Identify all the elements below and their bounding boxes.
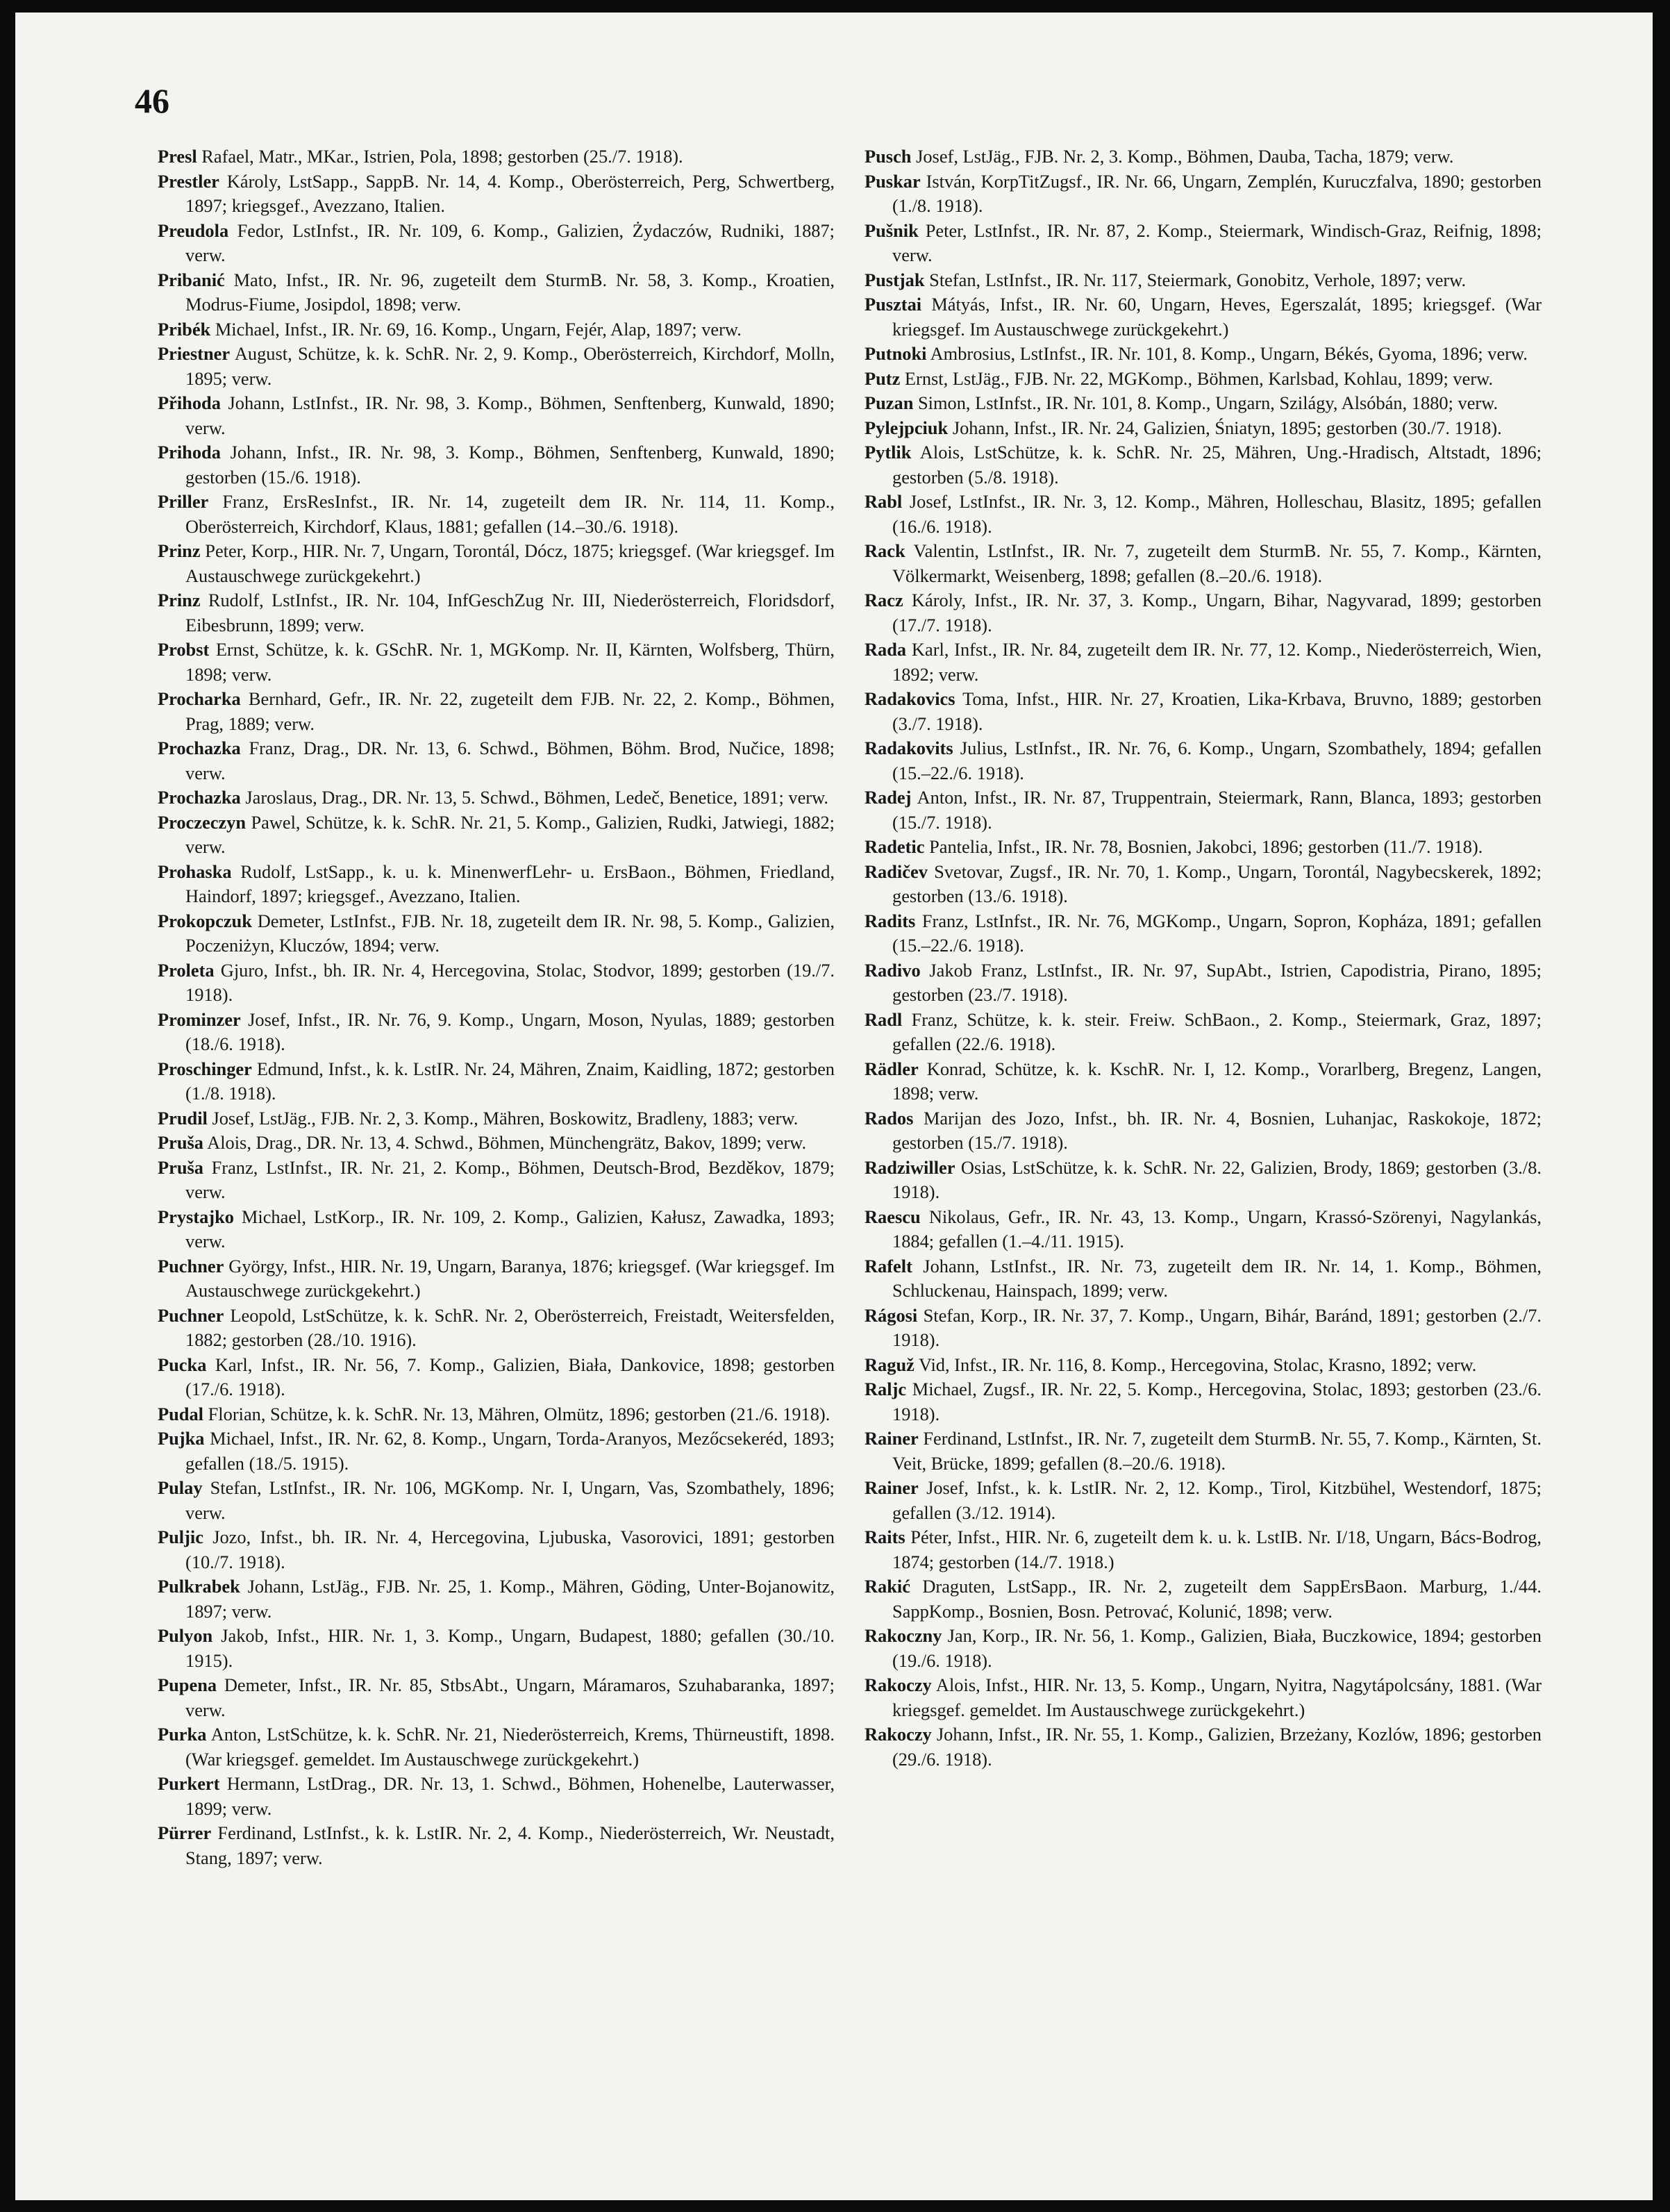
- entry-details: Josef, LstInfst., IR. Nr. 3, 12. Komp., Mähren, Holleschau, Blasitz, 1895; gefallen (16./6. 1918).: [892, 491, 1542, 537]
- entry-details: Pawel, Schütze, k. k. SchR. Nr. 21, 5. Komp., Galizien, Rudki, Jatwiegi, 1882; verw.: [185, 811, 835, 857]
- entry-surname: Rakić: [865, 1576, 910, 1597]
- list-entry: [158, 1353, 835, 1402]
- list-entry: [865, 1205, 1542, 1254]
- list-entry: [865, 1722, 1542, 1772]
- entry-surname: Puchner: [158, 1255, 224, 1277]
- entry-details: Stefan, Korp., IR. Nr. 37, 7. Komp., Ungarn, Bihár, Baránd, 1891; gestorben (2./7. 1918).: [892, 1304, 1542, 1350]
- entry-details: Károly, LstSapp., SappB. Nr. 14, 4. Komp., Oberösterreich, Perg, Schwertberg, 1897; kriegsgef., Avezzano, Italien.: [185, 170, 835, 216]
- list-entry: [865, 1304, 1542, 1353]
- entry-surname: Přihoda: [158, 392, 221, 413]
- entry-surname: Radziwiller: [865, 1156, 955, 1178]
- entry-details: Jakob, Infst., HIR. Nr. 1, 3. Komp., Ungarn, Budapest, 1880; gefallen (30./10. 1915).: [185, 1625, 835, 1671]
- entry-details: Leopold, LstSchütze, k. k. SchR. Nr. 2, Oberösterreich, Freistadt, Weitersfelden, 1882; gestorben (28./10. 1916).: [185, 1304, 835, 1350]
- entry-details: Josef, LstJäg., FJB. Nr. 2, 3. Komp., Mähren, Boskowitz, Bradleny, 1883; verw.: [212, 1107, 799, 1129]
- entry-details: Alois, Drag., DR. Nr. 13, 4. Schwd., Böhmen, Münchengrätz, Bakov, 1899; verw.: [207, 1132, 807, 1153]
- entry-details: Hermann, LstDrag., DR. Nr. 13, 1. Schwd., Böhmen, Hohenelbe, Lauterwasser, 1899; verw.: [185, 1773, 835, 1819]
- entry-surname: Prystajko: [158, 1206, 234, 1227]
- entry-surname: Preudola: [158, 219, 229, 241]
- entry-details: Johann, Infst., IR. Nr. 55, 1. Komp., Galizien, Brzeżany, Kozlów, 1896; gestorben (29./6. 1918).: [892, 1724, 1542, 1770]
- entry-details: Toma, Infst., HIR. Nr. 27, Kroatien, Lika-Krbava, Bruvno, 1889; gestorben (3./7. 1918).: [892, 688, 1542, 734]
- list-entry: [865, 1008, 1542, 1057]
- entry-surname: Radl: [865, 1008, 903, 1030]
- list-entry: [865, 342, 1542, 367]
- entry-surname: Purka: [158, 1724, 207, 1745]
- entry-surname: Prinz: [158, 540, 201, 561]
- entry-details: Franz, LstInfst., IR. Nr. 76, MGKomp., Ungarn, Sopron, Kopháza, 1891; gefallen (15.–22./6. 1918).: [892, 910, 1542, 956]
- list-entry: [158, 1131, 835, 1156]
- list-entry: [865, 1057, 1542, 1106]
- entry-details: Karl, Infst., IR. Nr. 56, 7. Komp., Galizien, Biała, Dankovice, 1898; gestorben (17./6. 1918).: [185, 1354, 835, 1399]
- entry-surname: Prochazka: [158, 738, 241, 758]
- entry-surname: Pustjak: [865, 269, 925, 290]
- entry-details: Vid, Infst., IR. Nr. 116, 8. Komp., Hercegovina, Stolac, Krasno, 1892; verw.: [918, 1354, 1477, 1375]
- entry-details: Konrad, Schütze, k. k. KschR. Nr. I, 12. Komp., Vorarlberg, Bregenz, Langen, 1898; verw.: [892, 1058, 1542, 1104]
- list-entry: [158, 1254, 835, 1304]
- list-entry: [865, 440, 1542, 490]
- entry-details: Alois, LstSchütze, k. k. SchR. Nr. 25, Mähren, Ung.-Hradisch, Altstadt, 1896; gestorben (5./8. 1918).: [892, 442, 1542, 488]
- entry-surname: Rabl: [865, 491, 903, 512]
- entry-details: Stefan, LstInfst., IR. Nr. 106, MGKomp. Nr. I, Ungarn, Vas, Szombathely, 1896; verw.: [185, 1477, 835, 1523]
- left-column: [158, 144, 835, 1870]
- entry-details: Michael, Infst., IR. Nr. 62, 8. Komp., Ungarn, Torda-Aranyos, Mezőcsekeréd, 1893; gefallen (18./5. 1915).: [185, 1428, 835, 1474]
- entry-surname: Procharka: [158, 688, 241, 709]
- document-page: [15, 13, 1653, 2200]
- entry-details: Svetovar, Zugsf., IR. Nr. 70, 1. Komp., Ungarn, Torontál, Nagybecskerek, 1892; gestorben (13./6. 1918).: [892, 860, 1542, 906]
- list-entry: [158, 1057, 835, 1106]
- list-entry: [158, 169, 835, 219]
- entry-details: György, Infst., HIR. Nr. 19, Ungarn, Baranya, 1876; kriegsgef. (War kriegsgef. Im Austauschwege zurückgekehrt.): [185, 1255, 835, 1301]
- entry-details: Peter, Korp., HIR. Nr. 7, Ungarn, Torontál, Dócz, 1875; kriegsgef. (War kriegsgef. Im Austauschwege zurückgekehrt.): [185, 540, 835, 586]
- entry-details: Jan, Korp., IR. Nr. 56, 1. Komp., Galizien, Biała, Buczkowice, 1894; gestorben (19./6. 1918).: [892, 1625, 1542, 1671]
- entry-surname: Rädler: [865, 1058, 919, 1079]
- entry-details: Ferdinand, LstInfst., IR. Nr. 7, zugeteilt dem SturmB. Nr. 55, 7. Komp., Kärnten, St. Veit, Brücke, 1899; gefallen (8.–20./6. 1918).: [892, 1428, 1542, 1474]
- entry-surname: Puskar: [865, 170, 921, 192]
- entry-surname: Prudil: [158, 1107, 208, 1129]
- list-entry: [158, 909, 835, 958]
- list-entry: [865, 539, 1542, 588]
- entry-surname: Pušnik: [865, 219, 919, 241]
- entry-surname: Radičev: [865, 860, 928, 882]
- entry-details: Marijan des Jozo, Infst., bh. IR. Nr. 4, Bosnien, Luhanjac, Raskokoje, 1872; gestorben (15./7. 1918).: [892, 1107, 1542, 1153]
- entry-surname: Rágosi: [865, 1304, 918, 1326]
- entry-surname: Priestner: [158, 343, 231, 364]
- list-entry: [158, 785, 835, 810]
- list-entry: [158, 490, 835, 539]
- entry-details: Ernst, Schütze, k. k. GSchR. Nr. 1, MGKomp. Nr. II, Kärnten, Wolfsberg, Thürn, 1898; verw.: [185, 639, 835, 685]
- entry-details: Draguten, LstSapp., IR. Nr. 2, zugeteilt dem SappErsBaon. Marburg, 1./44. SappKomp., Bosnien, Bosn. Petrovać, Kolunić, 1898; verw.: [892, 1576, 1542, 1622]
- entry-surname: Pudal: [158, 1403, 204, 1424]
- list-entry: [158, 219, 835, 268]
- list-entry: [158, 687, 835, 736]
- entry-surname: Puzan: [865, 392, 914, 413]
- entry-surname: Rainer: [865, 1428, 919, 1449]
- entry-surname: Puljic: [158, 1527, 203, 1547]
- entry-surname: Proschinger: [158, 1058, 252, 1079]
- entry-details: Pantelia, Infst., IR. Nr. 78, Bosnien, Jakobci, 1896; gestorben (11./7. 1918).: [929, 836, 1483, 857]
- entry-surname: Proczeczyn: [158, 811, 246, 833]
- entry-details: Josef, Infst., k. k. LstIR. Nr. 2, 12. Komp., Tirol, Kitzbühel, Westendorf, 1875; gefallen (3./12. 1914).: [892, 1477, 1542, 1523]
- entry-surname: Raljc: [865, 1379, 907, 1399]
- list-entry: [158, 736, 835, 785]
- entry-details: Ambrosius, LstInfst., IR. Nr. 101, 8. Komp., Ungarn, Békés, Gyoma, 1896; verw.: [930, 343, 1528, 364]
- entry-details: Michael, LstKorp., IR. Nr. 109, 2. Komp., Galizien, Kałusz, Zawadka, 1893; verw.: [185, 1206, 835, 1251]
- list-entry: [865, 1156, 1542, 1205]
- list-entry: [158, 1476, 835, 1525]
- list-entry: [865, 785, 1542, 835]
- list-entry: [158, 1673, 835, 1722]
- entry-details: Mátyás, Infst., IR. Nr. 60, Ungarn, Heves, Egerszalát, 1895; kriegsgef. (War kriegsgef. Im Austauschwege zurückgekehrt.): [892, 294, 1542, 340]
- entry-surname: Prestler: [158, 170, 219, 192]
- entry-surname: Rafelt: [865, 1255, 912, 1277]
- list-entry: [158, 317, 835, 342]
- entry-surname: Pribanić: [158, 269, 225, 290]
- list-entry: [865, 490, 1542, 539]
- entry-surname: Prohaska: [158, 860, 232, 882]
- entry-surname: Purkert: [158, 1773, 220, 1794]
- entry-details: Ernst, LstJäg., FJB. Nr. 22, MGKomp., Böhmen, Karlsbad, Kohlau, 1899; verw.: [904, 367, 1494, 389]
- entry-surname: Raguž: [865, 1354, 915, 1375]
- list-entry: [158, 1574, 835, 1624]
- entry-surname: Rack: [865, 540, 905, 561]
- list-entry: [865, 1574, 1542, 1624]
- entry-surname: Proleta: [158, 959, 215, 981]
- entry-surname: Presl: [158, 146, 197, 167]
- list-entry: [865, 958, 1542, 1008]
- list-entry: [865, 1106, 1542, 1156]
- list-entry: [865, 736, 1542, 785]
- list-entry: [865, 1624, 1542, 1673]
- entry-surname: Rada: [865, 639, 907, 660]
- entry-details: Josef, LstJäg., FJB. Nr. 2, 3. Komp., Böhmen, Dauba, Tacha, 1879; verw.: [916, 146, 1454, 167]
- entry-details: Michael, Zugsf., IR. Nr. 22, 5. Komp., Hercegovina, Stolac, 1893; gestorben (23./6. 1918).: [892, 1379, 1542, 1424]
- entry-details: Peter, LstInfst., IR. Nr. 87, 2. Komp., Steiermark, Windisch-Graz, Reifnig, 1898; verw.: [892, 219, 1542, 265]
- list-entry: [158, 588, 835, 638]
- entry-details: Bernhard, Gefr., IR. Nr. 22, zugeteilt dem FJB. Nr. 22, 2. Komp., Böhmen, Prag, 1889; verw.: [185, 688, 835, 734]
- entry-details: Anton, Infst., IR. Nr. 87, Truppentrain, Steiermark, Rann, Blanca, 1893; gestorben (15./7. 1918).: [892, 787, 1542, 833]
- entry-details: Johann, Infst., IR. Nr. 98, 3. Komp., Böhmen, Senftenberg, Kunwald, 1890; gestorben (15./6. 1918).: [185, 442, 835, 488]
- entry-details: Johann, LstInfst., IR. Nr. 73, zugeteilt dem IR. Nr. 14, 1. Komp., Böhmen, Schluckenau, Hainspach, 1899; verw.: [892, 1255, 1542, 1301]
- entry-details: Johann, LstJäg., FJB. Nr. 25, 1. Komp., Mähren, Göding, Unter-Bojanowitz, 1897; verw.: [185, 1576, 835, 1622]
- entry-details: Osias, LstSchütze, k. k. SchR. Nr. 22, Galizien, Brody, 1869; gestorben (3./8. 1918).: [892, 1156, 1542, 1202]
- list-entry: [865, 687, 1542, 736]
- list-entry: [865, 1525, 1542, 1574]
- list-entry: [865, 416, 1542, 441]
- list-entry: [158, 638, 835, 687]
- list-entry: [158, 391, 835, 440]
- entry-details: Demeter, LstInfst., FJB. Nr. 18, zugeteilt dem IR. Nr. 98, 5. Komp., Galizien, Poczeniżyn, Kluczów, 1894; verw.: [185, 910, 835, 956]
- entry-surname: Raescu: [865, 1206, 921, 1227]
- entry-surname: Pulkrabek: [158, 1576, 240, 1597]
- list-entry: [865, 1353, 1542, 1378]
- entry-details: Karl, Infst., IR. Nr. 84, zugeteilt dem IR. Nr. 77, 12. Komp., Niederösterreich, Wien, 1892; verw.: [892, 639, 1542, 685]
- entry-surname: Prihoda: [158, 442, 221, 463]
- entry-surname: Radakovics: [865, 688, 955, 709]
- entry-surname: Radivo: [865, 959, 921, 981]
- entry-surname: Radetic: [865, 836, 925, 857]
- list-entry: [865, 588, 1542, 638]
- list-entry: [865, 1427, 1542, 1476]
- list-entry: [865, 860, 1542, 909]
- entry-details: Simon, LstInfst., IR. Nr. 101, 8. Komp., Ungarn, Szilágy, Alsóbán, 1880; verw.: [918, 392, 1498, 413]
- entry-details: Rudolf, LstInfst., IR. Nr. 104, InfGeschZug Nr. III, Niederösterreich, Floridsdorf, Eibesbrunn, 1899; verw.: [185, 590, 835, 635]
- entry-details: Gjuro, Infst., bh. IR. Nr. 4, Hercegovina, Stolac, Stodvor, 1899; gestorben (19./7. 1918).: [185, 959, 835, 1005]
- entry-surname: Prokopczuk: [158, 910, 252, 931]
- entry-details: Károly, Infst., IR. Nr. 37, 3. Komp., Ungarn, Bihar, Nagyvarad, 1899; gestorben (17./7. 1918).: [892, 590, 1542, 635]
- list-entry: [158, 1304, 835, 1353]
- entry-surname: Radits: [865, 910, 916, 931]
- entry-details: Rafael, Matr., MKar., Istrien, Pola, 1898; gestorben (25./7. 1918).: [201, 146, 683, 167]
- entry-details: Péter, Infst., HIR. Nr. 6, zugeteilt dem k. u. k. LstIB. Nr. I/18, Ungarn, Bács-Bodrog, 1874; gestorben (14./7. 1918.): [892, 1527, 1542, 1572]
- list-entry: [158, 1008, 835, 1057]
- list-entry: [158, 1821, 835, 1870]
- entry-details: Nikolaus, Gefr., IR. Nr. 43, 13. Komp., Ungarn, Krassó-Szörenyi, Nagylankás, 1884; gefallen (1.–4./11. 1915).: [892, 1206, 1542, 1251]
- list-entry: [158, 1772, 835, 1821]
- entry-details: Julius, LstInfst., IR. Nr. 76, 6. Komp., Ungarn, Szombathely, 1894; gefallen (15.–22./6. 1918).: [892, 738, 1542, 783]
- entry-surname: Putnoki: [865, 343, 927, 364]
- entry-details: Franz, ErsResInfst., IR. Nr. 14, zugeteilt dem IR. Nr. 114, 11. Komp., Oberösterreich, Kirchdorf, Klaus, 1881; gefallen (14.–30./6. 1918).: [185, 491, 835, 537]
- list-entry: [158, 810, 835, 860]
- entry-details: Johann, LstInfst., IR. Nr. 98, 3. Komp., Böhmen, Senftenberg, Kunwald, 1890; verw.: [185, 392, 835, 438]
- entry-details: Fedor, LstInfst., IR. Nr. 109, 6. Komp., Galizien, Żydaczów, Rudniki, 1887; verw.: [185, 219, 835, 265]
- entry-surname: Puchner: [158, 1304, 224, 1326]
- list-entry: [865, 219, 1542, 268]
- entry-surname: Pytlik: [865, 442, 912, 463]
- entry-surname: Radej: [865, 787, 912, 808]
- entry-surname: Pucka: [158, 1354, 207, 1375]
- entry-surname: Radakovits: [865, 738, 953, 758]
- list-entry: [158, 342, 835, 391]
- list-entry: [865, 268, 1542, 293]
- entry-surname: Prinz: [158, 590, 201, 610]
- entry-surname: Putz: [865, 367, 901, 389]
- entry-details: Josef, Infst., IR. Nr. 76, 9. Komp., Ungarn, Moson, Nyulas, 1889; gestorben (18./6. 1918).: [185, 1008, 835, 1054]
- entry-details: Franz, Schütze, k. k. steir. Freiw. SchBaon., 2. Komp., Steiermark, Graz, 1897; gefallen (22./6. 1918).: [892, 1008, 1542, 1054]
- list-entry: [865, 1377, 1542, 1427]
- entry-details: Florian, Schütze, k. k. SchR. Nr. 13, Mähren, Olmütz, 1896; gestorben (21./6. 1918).: [208, 1403, 830, 1424]
- entry-surname: Raits: [865, 1527, 905, 1547]
- entry-details: Demeter, Infst., IR. Nr. 85, StbsAbt., Ungarn, Máramaros, Szuhabaranka, 1897; verw.: [185, 1674, 835, 1720]
- entry-details: Franz, Drag., DR. Nr. 13, 6. Schwd., Böhmen, Böhm. Brod, Nučice, 1898; verw.: [185, 738, 835, 783]
- entry-surname: Prominzer: [158, 1008, 241, 1030]
- list-entry: [865, 1476, 1542, 1525]
- entry-details: Johann, Infst., IR. Nr. 24, Galizien, Śniatyn, 1895; gestorben (30./7. 1918).: [952, 417, 1502, 438]
- entry-details: Franz, LstInfst., IR. Nr. 21, 2. Komp., Böhmen, Deutsch-Brod, Bezděkov, 1879; verw.: [185, 1156, 835, 1202]
- entry-surname: Rakoczny: [865, 1625, 942, 1646]
- entry-surname: Pusch: [865, 146, 912, 167]
- list-entry: [158, 1402, 835, 1427]
- entry-surname: Racz: [865, 590, 903, 610]
- entry-details: Michael, Infst., IR. Nr. 69, 16. Komp., Ungarn, Fejér, Alap, 1897; verw.: [215, 318, 742, 340]
- entry-surname: Pruša: [158, 1156, 203, 1178]
- list-entry: [158, 1624, 835, 1673]
- entry-details: Jozo, Infst., bh. IR. Nr. 4, Hercegovina, Ljubuska, Vasorovici, 1891; gestorben (10./7. 1918).: [185, 1527, 835, 1572]
- list-entry: [158, 440, 835, 490]
- entry-details: Alois, Infst., HIR. Nr. 13, 5. Komp., Ungarn, Nyitra, Nagytápolcsány, 1881. (War kriegsgef. gemeldet. Im Austauschwege zurückgekehrt.): [892, 1674, 1542, 1720]
- entry-details: Rudolf, LstSapp., k. u. k. MinenwerfLehr- u. ErsBaon., Böhmen, Friedland, Haindorf, 1897; kriegsgef., Avezzano, Italien.: [185, 860, 835, 906]
- entry-surname: Priller: [158, 491, 209, 512]
- list-entry: [865, 1673, 1542, 1722]
- list-entry: [158, 1156, 835, 1205]
- entry-details: Ferdinand, LstInfst., k. k. LstIR. Nr. 2, 4. Komp., Niederösterreich, Wr. Neustadt, Stang, 1897; verw.: [185, 1822, 835, 1868]
- entry-details: Jaroslaus, Drag., DR. Nr. 13, 5. Schwd., Böhmen, Ledeč, Benetice, 1891; verw.: [245, 787, 829, 808]
- entry-details: Mato, Infst., IR. Nr. 96, zugeteilt dem SturmB. Nr. 58, 3. Komp., Kroatien, Modrus-Fiume, Josipdol, 1898; verw.: [185, 269, 835, 315]
- entry-surname: Pribék: [158, 318, 211, 340]
- entry-surname: Pulyon: [158, 1625, 213, 1646]
- entry-surname: Rainer: [865, 1477, 919, 1498]
- list-entry: [158, 1106, 835, 1131]
- list-entry: [865, 909, 1542, 958]
- list-entry: [865, 367, 1542, 392]
- list-entry: [158, 1427, 835, 1476]
- entry-surname: Pylejpciuk: [865, 417, 949, 438]
- entry-details: Anton, LstSchütze, k. k. SchR. Nr. 21, Niederösterreich, Krems, Thürneustift, 1898. (War kriegsgef. gemeldet. Im Austauschwege zurückgekehrt.): [185, 1724, 835, 1770]
- list-entry: [865, 391, 1542, 416]
- list-entry: [158, 1525, 835, 1574]
- entry-details: August, Schütze, k. k. SchR. Nr. 2, 9. Komp., Oberösterreich, Kirchdorf, Molln, 1895; verw.: [185, 343, 835, 389]
- entry-surname: Rados: [865, 1107, 914, 1129]
- list-entry: [865, 835, 1542, 860]
- entry-details: Jakob Franz, LstInfst., IR. Nr. 97, SupAbt., Istrien, Capodistria, Pirano, 1895; gestorben (23./7. 1918).: [892, 959, 1542, 1005]
- entry-surname: Rakoczy: [865, 1674, 932, 1695]
- list-entry: [158, 860, 835, 909]
- entry-surname: Rakoczy: [865, 1724, 932, 1745]
- entry-surname: Prochazka: [158, 787, 241, 808]
- entry-details: Edmund, Infst., k. k. LstIR. Nr. 24, Mähren, Znaim, Kaidling, 1872; gestorben (1./8. 1918).: [185, 1058, 835, 1104]
- list-entry: [865, 292, 1542, 342]
- list-entry: [158, 144, 835, 169]
- list-entry: [158, 958, 835, 1008]
- list-entry: [158, 539, 835, 588]
- list-entry: [865, 169, 1542, 219]
- list-entry: [865, 1254, 1542, 1304]
- entry-surname: Probst: [158, 639, 210, 660]
- entry-surname: Pusztai: [865, 294, 922, 315]
- list-entry: [865, 144, 1542, 169]
- list-entry: [158, 268, 835, 317]
- entry-surname: Pruša: [158, 1132, 203, 1153]
- entry-details: István, KorpTitZugsf., IR. Nr. 66, Ungarn, Zemplén, Kuruczfalva, 1890; gestorben (1./8. 1918).: [892, 170, 1542, 216]
- entry-surname: Pujka: [158, 1428, 205, 1449]
- page-number: 46: [135, 81, 169, 120]
- right-column: [865, 144, 1542, 1772]
- entry-surname: Pulay: [158, 1477, 203, 1498]
- list-entry: [158, 1722, 835, 1772]
- entry-surname: Pupena: [158, 1674, 217, 1695]
- list-entry: [865, 638, 1542, 687]
- entry-surname: Pürrer: [158, 1822, 212, 1843]
- list-entry: [158, 1205, 835, 1254]
- entry-details: Valentin, LstInfst., IR. Nr. 7, zugeteilt dem SturmB. Nr. 55, 7. Komp., Kärnten, Völkermarkt, Weisenberg, 1898; gefallen (8.–20./6. 1918).: [892, 540, 1542, 586]
- entry-details: Stefan, LstInfst., IR. Nr. 117, Steiermark, Gonobitz, Verhole, 1897; verw.: [929, 269, 1467, 290]
